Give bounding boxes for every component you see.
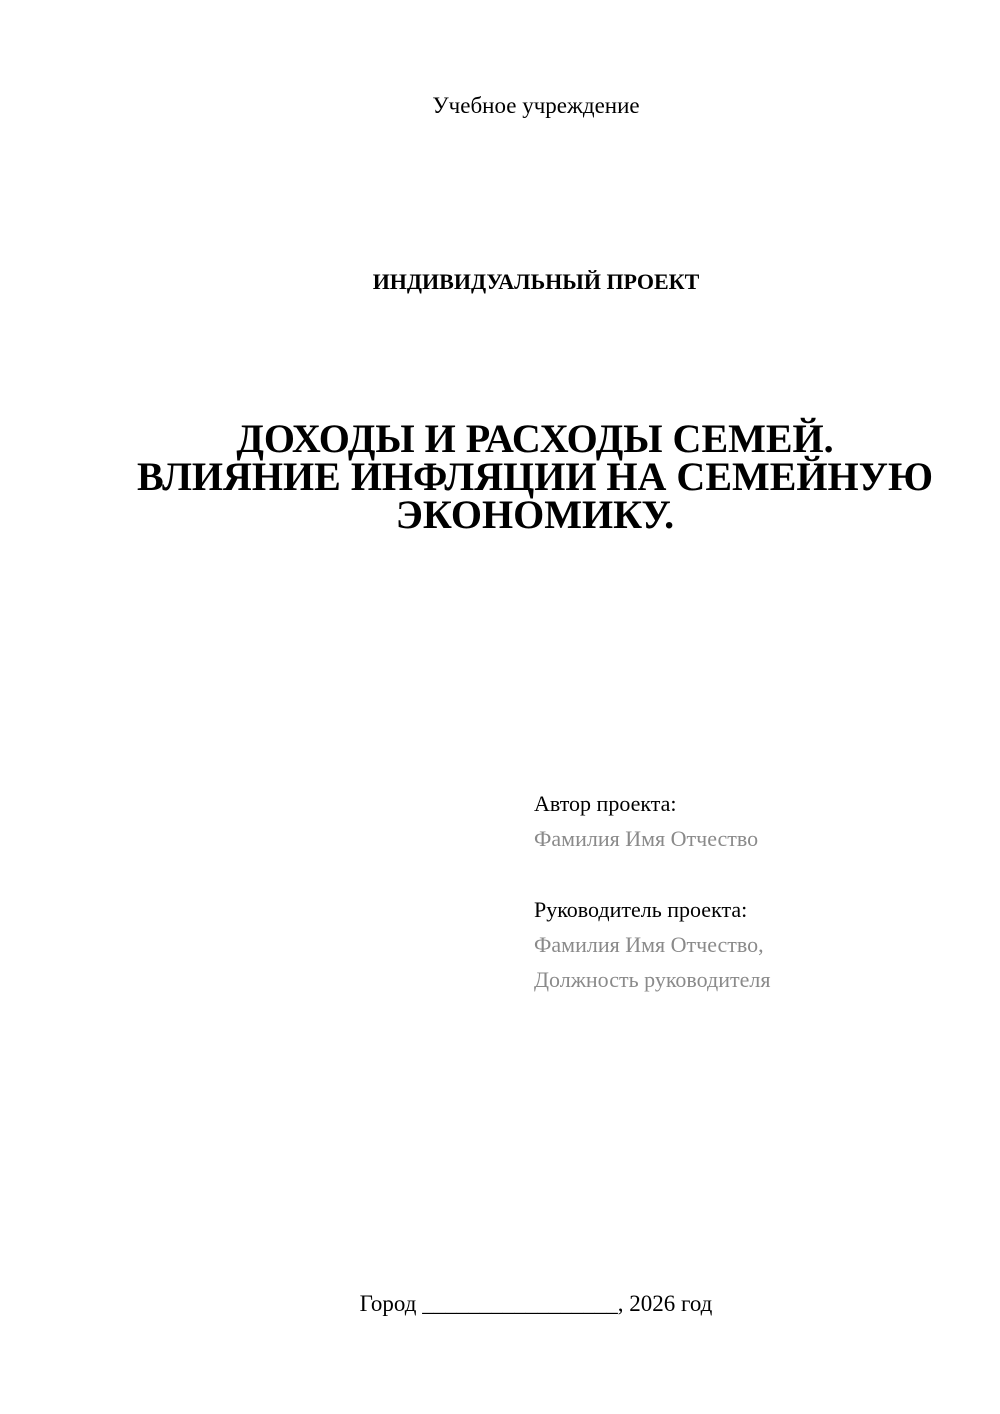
supervisor-name: Фамилия Имя Отчество, [534, 932, 764, 957]
institution-name: Учебное учреждение [432, 93, 640, 118]
author-label: Автор проекта: [534, 791, 677, 816]
project-title-line: ЭКОНОМИКУ. [395, 492, 675, 537]
supervisor-position: Должность руководителя [534, 967, 771, 992]
project-title-line: ДОХОДЫ И РАСХОДЫ СЕМЕЙ. [236, 416, 834, 461]
document-type: ИНДИВИДУАЛЬНЫЙ ПРОЕКТ [372, 269, 700, 294]
project-title-line: ВЛИЯНИЕ ИНФЛЯЦИИ НА СЕМЕЙНУЮ [136, 454, 934, 499]
supervisor-block [534, 892, 770, 997]
supervisor-label: Руководитель проекта: [534, 897, 748, 922]
author-block [534, 786, 758, 856]
project-title [100, 416, 970, 537]
author-name: Фамилия Имя Отчество [534, 826, 759, 851]
city-year-line: Город _________________, 2026 год [359, 1291, 713, 1316]
